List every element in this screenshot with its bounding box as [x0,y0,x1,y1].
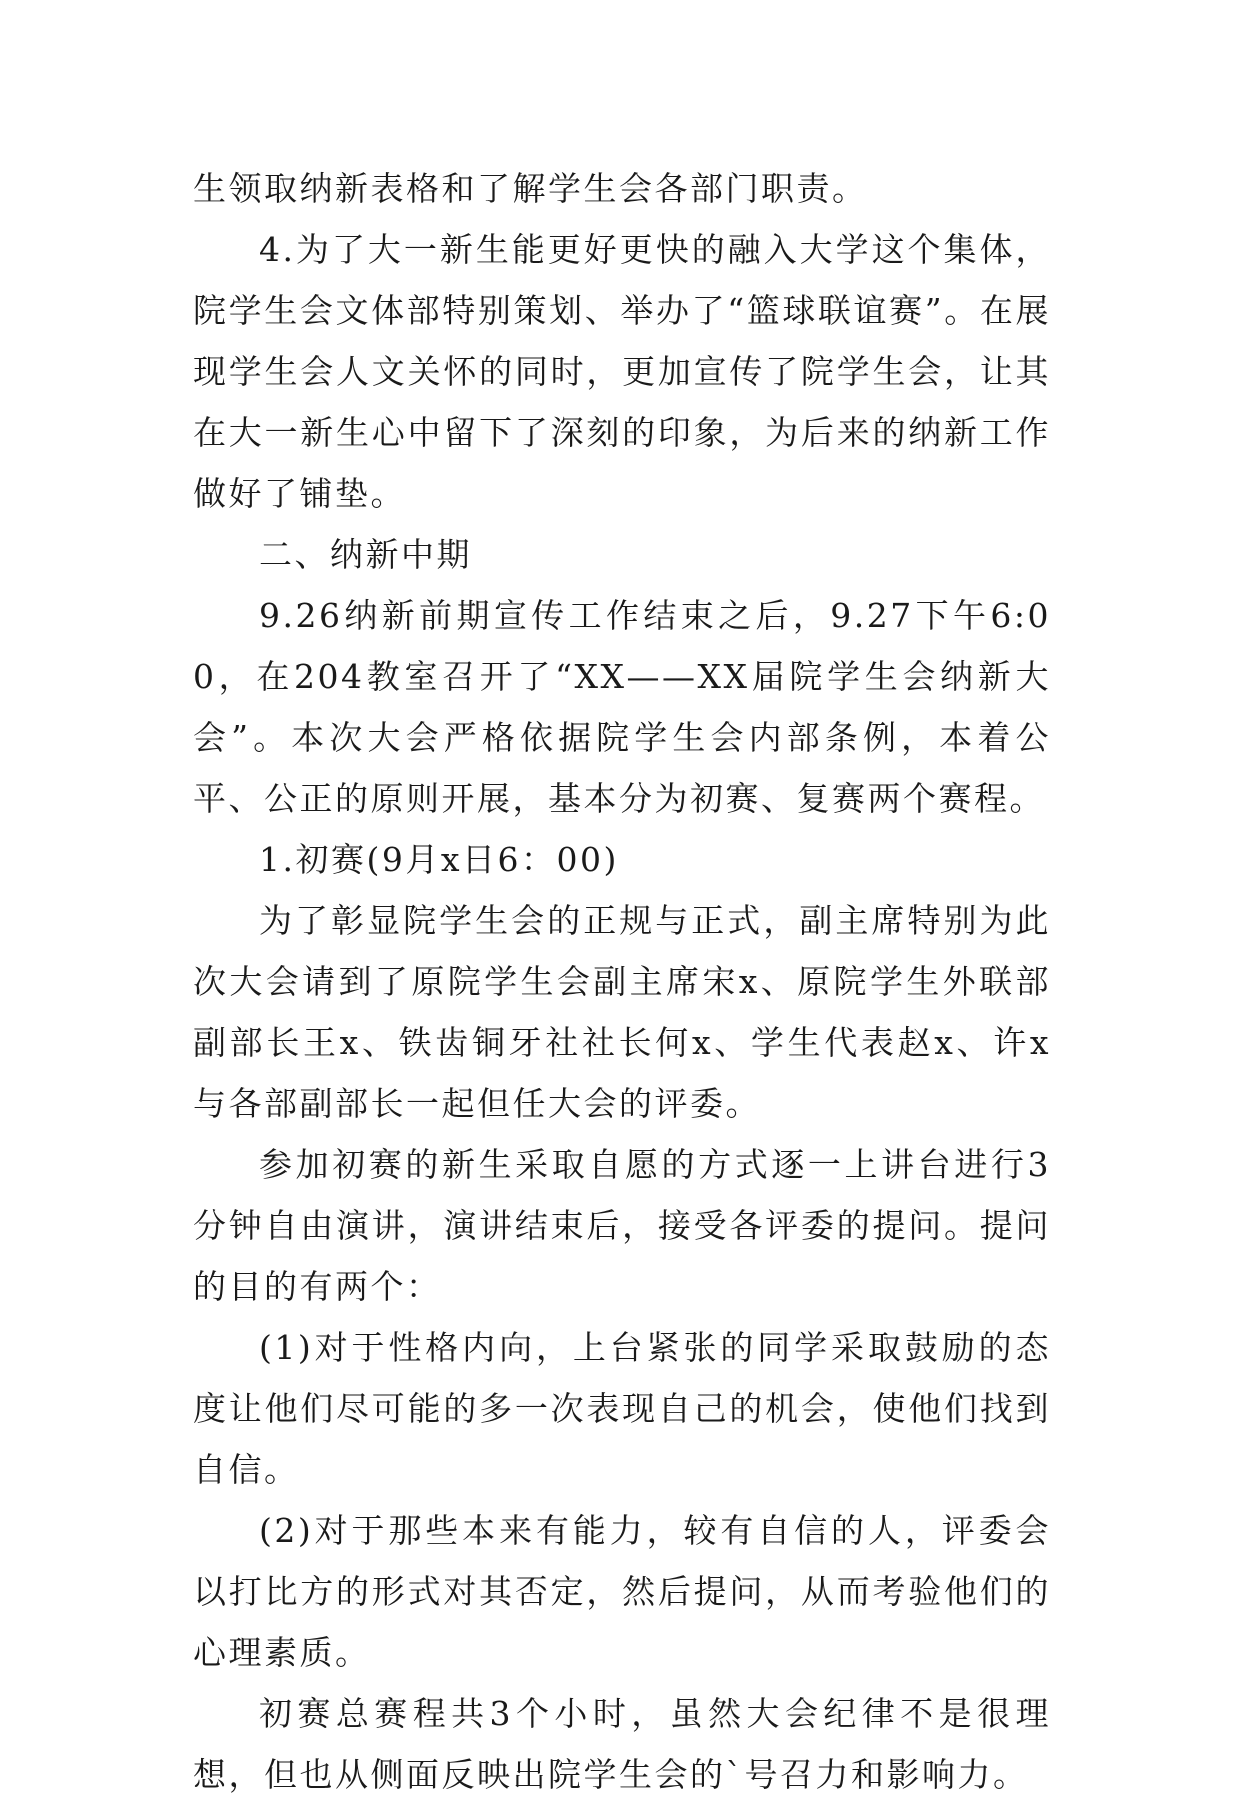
paragraph-basketball-event: 4.为了大一新生能更好更快的融入大学这个集体，院学生会文体部特别策划、举办了“篮球联谊赛”。在展现学生会人文关怀的同时，更加宣传了院学生会，让其在大一新生心中留下了深刻的印象，为后来的纳新工作做好了铺垫。 [193,230,1051,513]
list-item-introverted: (1)对于性格内向，上台紧张的同学采取鼓励的态度让他们尽可能的多一次表现自己的机会，使他们找到自信。 [193,1328,1051,1489]
paragraph-speech-format: 参加初赛的新生采取自愿的方式逐一上讲台进行3分钟自由演讲，演讲结束后，接受各评委的提问。提问的目的有两个： [193,1145,1051,1306]
subheading-preliminary-round: 1.初赛(9月x日6：00) [259,840,619,879]
list-item-confident: (2)对于那些本来有能力，较有自信的人，评委会以打比方的形式对其否定，然后提问，从而考验他们的心理素质。 [193,1511,1051,1672]
paragraph-recruitment-meeting: 9.26纳新前期宣传工作结束之后，9.27下午6:00，在204教室召开了“XX——XX届院学生会纳新大会”。本次大会严格依据院学生会内部条例，本着公平、公正的原则开展，基本分为初赛、复赛两个赛程。 [193,596,1051,818]
paragraph-summary: 初赛总赛程共3个小时，虽然大会纪律不是很理想，但也从侧面反映出院学生会的`号召力和影响力。 [193,1694,1051,1794]
document-body [193,158,1051,1805]
section-heading-mid-recruitment: 二、纳新中期 [259,535,472,574]
paragraph-judges: 为了彰显院学生会的正规与正式，副主席特别为此次大会请到了原院学生会副主席宋x、原院学生外联部副部长王x、铁齿铜牙社社长何x、学生代表赵x、许x与各部副部长一起但任大会的评委。 [193,901,1051,1123]
paragraph-continuation: 生领取纳新表格和了解学生会各部门职责。 [193,169,868,208]
